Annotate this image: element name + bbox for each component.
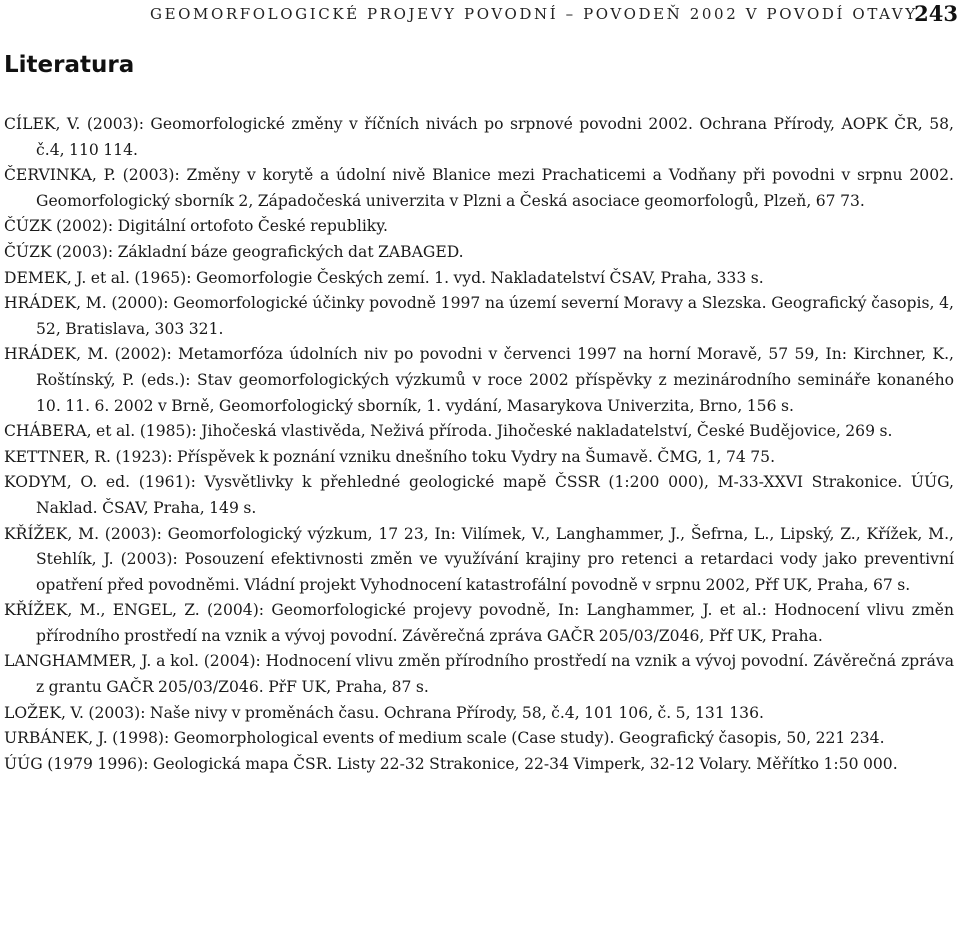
reference-item: URBÁNEK, J. (1998): Geomorphological events of medium scale (Case study). Geografický časopis, 50, 221 234. [4, 729, 885, 748]
reference-item: ÚÚG (1979 1996): Geologická mapa ČSR. Listy 22-32 Strakonice, 22-34 Vimperk, 32-12 Volary. Měřítko 1:50 000. [4, 754, 898, 773]
reference-item: CÍLEK, V. (2003): Geomorfologické změny v říčních nivách po srpnové povodni 2002. Ochrana Přírody, AOPK ČR, 58, č.4, 110 114. [4, 115, 954, 159]
reference-list [4, 112, 954, 777]
reference-item: LOŽEK, V. (2003): Naše nivy v proměnách času. Ochrana Přírody, 58, č.4, 101 106, č. 5, 131 136. [4, 703, 764, 722]
reference-item: HRÁDEK, M. (2002): Metamorfóza údolních niv po povodni v červenci 1997 na horní Moravě, 57 59, In: Kirchner, K., Roštínský, P. (eds.): Stav geomorfologických výzkumů v roce 2002 příspěvky z mezinárodního semináře konaného 10. 11. 6. 2002 v Brně, Geomorfologický sborník, 1. vydání, Masarykova Univerzita, Brno, 156 s. [4, 345, 954, 415]
page-number: 243 [914, 1, 958, 26]
reference-item: KODYM, O. ed. (1961): Vysvětlivky k přehledné geologické mapě ČSSR (1:200 000), M-33-XXVI Strakonice. ÚÚG, Naklad. ČSAV, Praha, 149 s. [4, 473, 954, 517]
reference-item: CHÁBERA, et al. (1985): Jihočeská vlastivěda, Neživá příroda. Jihočeské nakladatelství, České Budějovice, 269 s. [4, 422, 893, 441]
reference-item: DEMEK, J. et al. (1965): Geomorfologie Českých zemí. 1. vyd. Nakladatelství ČSAV, Praha, 333 s. [4, 268, 764, 287]
reference-item: HRÁDEK, M. (2000): Geomorfologické účinky povodně 1997 na území severní Moravy a Slezska. Geografický časopis, 4, 52, Bratislava, 303 321. [4, 294, 954, 338]
reference-item: ČERVINKA, P. (2003): Změny v korytě a údolní nivě Blanice mezi Prachaticemi a Vodňany při povodni v srpnu 2002. Geomorfologický sborník 2, Západočeská univerzita v Plzni a Česká asociace geomorfologů, Plzeň, 67 73. [4, 166, 954, 210]
reference-item: LANGHAMMER, J. a kol. (2004): Hodnocení vlivu změn přírodního prostředí na vznik a vývoj povodní. Závěrečná zpráva z grantu GAČR 205/03/Z046. PřF UK, Praha, 87 s. [4, 652, 954, 697]
running-head: GEOMORFOLOGICKÉ PROJEVY POVODNÍ – POVODEŇ 2002 V POVODÍ OTAVY [150, 5, 918, 23]
reference-item: KŘÍŽEK, M., ENGEL, Z. (2004): Geomorfologické projevy povodně, In: Langhammer, J. et al.: Hodnocení vlivu změn přírodního prostředí na vznik a vývoj povodní. Závěrečná zpráva GAČR 205/03/Z046, Přf UK, Praha. [4, 601, 954, 645]
section-title: Literatura [4, 52, 135, 78]
reference-item: KŘÍŽEK, M. (2003): Geomorfologický výzkum, 17 23, In: Vilímek, V., Langhammer, J., Šefrna, L., Lipský, Z., Křížek, M., Stehlík, J. (2003): Posouzení efektivnosti změn ve využívání krajiny pro retenci a retardaci vody jako preventivní opatření před povodněmi. Vládní projekt Vyhodnocení katastrofální povodně v srpnu 2002, Přf UK, Praha, 67 s. [4, 524, 954, 594]
reference-item: ČÚZK (2003): Základní báze geografických dat ZABAGED. [4, 242, 464, 261]
reference-item: KETTNER, R. (1923): Příspěvek k poznání vzniku dnešního toku Vydry na Šumavě. ČMG, 1, 74 75. [4, 447, 776, 466]
reference-item: ČÚZK (2002): Digitální ortofoto České republiky. [4, 217, 388, 236]
